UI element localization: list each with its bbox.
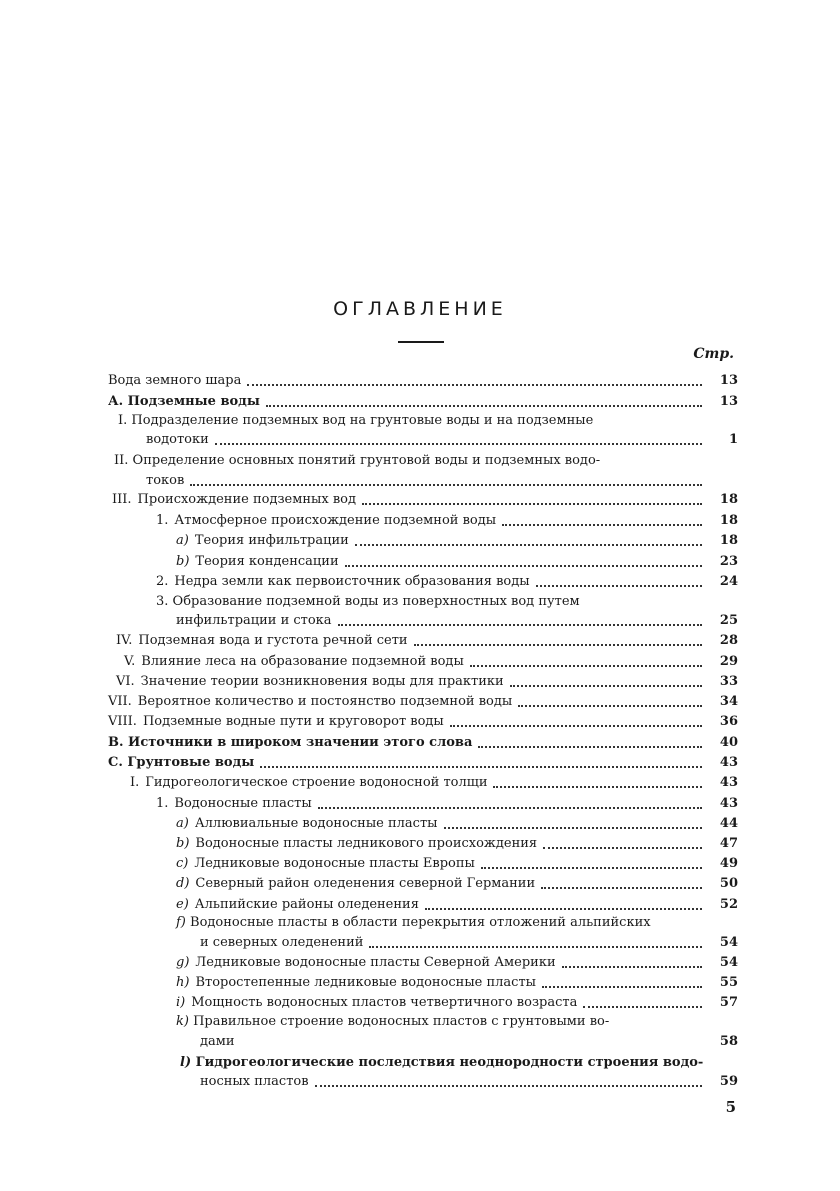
toc-entry[interactable]: a) Аллювиальные водоносные пласты 44: [176, 816, 738, 831]
page-ref: 50: [719, 876, 738, 891]
toc-entry[interactable]: 1. Водоносные пласты 43: [156, 796, 738, 811]
dot-leader: [355, 543, 702, 546]
dot-leader: [502, 523, 702, 526]
dot-leader: [260, 765, 702, 768]
page-ref: 55: [719, 975, 738, 990]
toc-entry[interactable]: c) Ледниковые водоносные пласты Европы 49: [176, 856, 738, 871]
toc-entry[interactable]: дами 58: [200, 1034, 738, 1049]
toc-entry[interactable]: 1. Атмосферное происхождение подземной воды 18: [156, 513, 738, 528]
dot-leader: [493, 785, 702, 788]
dot-leader: [583, 1005, 702, 1008]
page-ref: 1: [728, 432, 738, 447]
dot-leader: [215, 442, 702, 445]
toc-entry[interactable]: b) Теория конденсации 23: [176, 554, 738, 569]
page-ref: 33: [719, 674, 738, 689]
page-title: ОГЛАВЛЕНИЕ: [333, 298, 507, 320]
toc-entry[interactable]: i) Мощность водоносных пластов четвертичного возраста 57: [176, 995, 738, 1010]
page-ref: 24: [719, 574, 738, 589]
toc-entry[interactable]: VII. Вероятное количество и постоянство подземной воды 34: [108, 694, 738, 709]
toc-entry[interactable]: h) Второстепенные ледниковые водоносные пласты 55: [176, 975, 738, 990]
page-ref: 13: [719, 373, 738, 388]
dot-leader: [510, 684, 702, 687]
toc-entry[interactable]: А. Подземные воды 13: [108, 394, 738, 409]
dot-leader: [241, 1044, 702, 1047]
toc-entry[interactable]: VI. Значение теории возникновения воды для практики 33: [116, 674, 738, 689]
dot-leader: [190, 483, 702, 486]
page-ref: 36: [719, 714, 738, 729]
page-column-label: Стр.: [693, 346, 734, 362]
dot-leader: [315, 1084, 702, 1087]
dot-leader: [425, 907, 702, 910]
page-ref: 23: [719, 554, 738, 569]
dot-leader: [450, 724, 702, 727]
toc-entry[interactable]: b) Водоносные пласты ледникового происхождения 47: [176, 836, 738, 851]
dot-leader: [247, 383, 702, 386]
page-ref: 13: [719, 394, 738, 409]
toc-entry-line: l) Гидрогеологические последствия неоднородности строения водо-: [180, 1055, 704, 1070]
dot-leader: [318, 806, 702, 809]
page-ref: 54: [719, 935, 738, 950]
toc-entry[interactable]: a) Теория инфильтрации 18: [176, 533, 738, 548]
page-ref: 25: [719, 613, 738, 628]
page-ref: 54: [719, 955, 738, 970]
dot-leader: [562, 965, 702, 968]
page-ref: 28: [719, 633, 738, 648]
toc-entry[interactable]: e) Альпийские районы оледенения 52: [176, 897, 738, 912]
page-ref: 57: [719, 995, 738, 1010]
page-ref: 58: [719, 1034, 738, 1049]
toc-entry[interactable]: 2. Недра земли как первоисточник образования воды 24: [156, 574, 738, 589]
toc-entry[interactable]: В. Источники в широком значении этого слова 40: [108, 735, 738, 750]
toc-entry[interactable]: и северных оледенений 54: [200, 935, 738, 950]
page-number: 5: [725, 1098, 736, 1116]
dot-leader: [542, 985, 702, 988]
toc-entry-line: 3. Образование подземной воды из поверхностных вод путем: [156, 594, 580, 609]
page-ref: 59: [719, 1074, 738, 1089]
page-ref: 34: [719, 694, 738, 709]
dot-leader: [518, 704, 702, 707]
dot-leader: [345, 564, 702, 567]
toc-entry[interactable]: VIII. Подземные водные пути и круговорот воды 36: [108, 714, 738, 729]
page-ref: 52: [719, 897, 738, 912]
toc-entry[interactable]: инфильтрации и стока 25: [176, 613, 738, 628]
toc-entry-line: II. Определение основных понятий грунтовой воды и подземных водо-: [114, 453, 601, 468]
page-ref: 47: [719, 836, 738, 851]
toc-entry[interactable]: V. Влияние леса на образование подземной воды 29: [124, 654, 738, 669]
toc-entry[interactable]: Вода земного шара 13: [108, 373, 738, 388]
dot-leader: [338, 623, 702, 626]
dot-leader: [369, 945, 702, 948]
page-ref: 18: [719, 513, 738, 528]
toc-entry[interactable]: d) Северный район оледенения северной Германии 50: [176, 876, 738, 891]
dot-leader: [362, 502, 702, 505]
dot-leader: [536, 584, 702, 587]
toc-entry[interactable]: носных пластов 59: [200, 1074, 738, 1089]
dot-leader: [414, 643, 702, 646]
dot-leader: [266, 404, 702, 407]
dot-leader: [481, 866, 702, 869]
toc-entry[interactable]: IV. Подземная вода и густота речной сети 28: [116, 633, 738, 648]
toc-entry-line: I. Подразделение подземных вод на грунтовые воды и на подземные: [118, 413, 594, 428]
page-ref: 43: [719, 796, 738, 811]
toc-entry[interactable]: I. Гидрогеологическое строение водоносной толщи 43: [130, 775, 738, 790]
page-ref: 49: [719, 856, 738, 871]
page-ref: 40: [719, 735, 738, 750]
page-ref: 43: [719, 755, 738, 770]
toc-entry[interactable]: токов: [146, 472, 738, 489]
toc-entry[interactable]: С. Грунтовые воды 43: [108, 755, 738, 770]
page-ref: 18: [719, 492, 738, 507]
page-ref: 43: [719, 775, 738, 790]
toc-entry[interactable]: III. Происхождение подземных вод 18: [112, 492, 738, 507]
dot-leader: [543, 846, 702, 849]
dot-leader: [470, 664, 702, 667]
toc-entry[interactable]: g) Ледниковые водоносные пласты Северной Америки 54: [176, 955, 738, 970]
toc-entry-line: k) Правильное строение водоносных пластов с грунтовыми во-: [176, 1014, 610, 1029]
toc-entry-line: f) Водоносные пласты в области перекрытия отложений альпийских: [176, 915, 651, 930]
dot-leader: [541, 886, 702, 889]
toc-entry[interactable]: водотоки 1: [146, 432, 738, 447]
page-ref: 29: [719, 654, 738, 669]
page-ref: 44: [719, 816, 738, 831]
page-ref: 18: [719, 533, 738, 548]
dot-leader: [478, 745, 702, 748]
dot-leader: [444, 826, 703, 829]
